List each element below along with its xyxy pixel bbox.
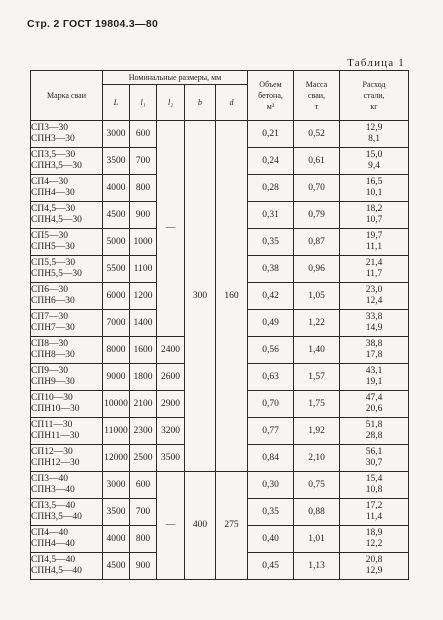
- steel-value: 17,8: [365, 350, 383, 360]
- concrete-volume: 0,35: [248, 229, 294, 256]
- steel-value: 15,4: [365, 474, 383, 484]
- length-l1: 2100: [130, 391, 157, 418]
- steel-consumption: [340, 445, 409, 472]
- pile-mark-line: СП7—30: [31, 312, 68, 322]
- steel-values: [340, 231, 408, 253]
- steel-value: 12,4: [365, 296, 383, 306]
- pile-mark: [31, 256, 103, 283]
- steel-consumption: [340, 148, 409, 175]
- pile-mass: 0,52: [294, 121, 340, 148]
- col-steel-header: Расход стали, кг: [340, 71, 409, 121]
- concrete-volume: 0,42: [248, 283, 294, 310]
- pile-mark-line: СП5—30: [31, 231, 68, 241]
- concrete-volume: 0,40: [248, 526, 294, 553]
- steel-value: 10,7: [365, 215, 383, 225]
- steel-values: [340, 501, 408, 523]
- steel-value: 17,2: [365, 501, 383, 511]
- pile-mass: 0,75: [294, 472, 340, 499]
- steel-value: 20,6: [365, 404, 383, 414]
- dims-group-header: Номинальные размеры, мм: [103, 71, 248, 85]
- length-l2: 2400: [157, 337, 185, 364]
- steel-value: 15,0: [365, 150, 383, 160]
- pile-mark: [31, 391, 103, 418]
- diameter-d: 160: [216, 121, 248, 472]
- length-L: 7000: [103, 310, 130, 337]
- steel-value: 11,1: [365, 242, 383, 252]
- length-l1: 800: [130, 526, 157, 553]
- table-caption: Таблица 1: [347, 57, 405, 69]
- steel-consumption: [340, 175, 409, 202]
- pile-mark-line: СП4—30: [31, 177, 68, 187]
- pile-mark-line: СПН9—30: [31, 377, 75, 387]
- steel-values: [340, 150, 408, 172]
- concrete-volume: 0,38: [248, 256, 294, 283]
- steel-value: 56,1: [365, 447, 383, 457]
- steel-value: 18,2: [365, 204, 383, 214]
- length-L: 3000: [103, 121, 130, 148]
- pile-mark-line: СПН10—30: [31, 404, 80, 414]
- steel-value: 38,8: [365, 339, 383, 349]
- pile-mark-line: СП10—30: [31, 393, 73, 403]
- length-L: 3500: [103, 148, 130, 175]
- pile-mark-line: СПН8—30: [31, 350, 75, 360]
- table-row: [31, 121, 409, 148]
- length-L: 3000: [103, 472, 130, 499]
- steel-values: [340, 528, 408, 550]
- steel-consumption: [340, 391, 409, 418]
- pile-mark: [31, 229, 103, 256]
- length-l2: 3500: [157, 445, 185, 472]
- col-l2-header: l₂: [157, 85, 185, 121]
- piles-table: [30, 70, 409, 580]
- steel-value: 18,9: [365, 528, 383, 538]
- page-header: Стр. 2 ГОСТ 19804.3—80: [27, 18, 159, 30]
- steel-values: [340, 177, 408, 199]
- pile-mark-line: СП4,5—40: [31, 555, 76, 565]
- steel-consumption: [340, 310, 409, 337]
- col-mark-header: Марка сваи: [31, 71, 103, 121]
- concrete-volume: 0,31: [248, 202, 294, 229]
- steel-value: 19,1: [365, 377, 383, 387]
- steel-value: 14,9: [365, 323, 383, 333]
- length-l2: 2900: [157, 391, 185, 418]
- steel-consumption: [340, 202, 409, 229]
- pile-mark-line: СП5,5—30: [31, 258, 76, 268]
- concrete-volume: 0,84: [248, 445, 294, 472]
- concrete-volume: 0,35: [248, 499, 294, 526]
- pile-mark-line: СП9—30: [31, 366, 68, 376]
- pile-mark: [31, 337, 103, 364]
- length-L: 4000: [103, 526, 130, 553]
- pile-mass: 0,61: [294, 148, 340, 175]
- steel-value: 33,8: [365, 312, 383, 322]
- pile-mark-line: СПН5—30: [31, 242, 75, 252]
- length-L: 4000: [103, 175, 130, 202]
- steel-values: [340, 258, 408, 280]
- concrete-volume: 0,49: [248, 310, 294, 337]
- steel-values: [340, 366, 408, 388]
- pile-mark: [31, 418, 103, 445]
- steel-consumption: [340, 256, 409, 283]
- concrete-volume: 0,21: [248, 121, 294, 148]
- concrete-volume: 0,77: [248, 418, 294, 445]
- pile-mark-line: СПН4—30: [31, 188, 75, 198]
- concrete-volume: 0,63: [248, 364, 294, 391]
- length-l1: 600: [130, 472, 157, 499]
- pile-mark: [31, 553, 103, 580]
- steel-value: 43,1: [365, 366, 383, 376]
- concrete-volume: 0,70: [248, 391, 294, 418]
- steel-value: 23,0: [365, 285, 383, 295]
- steel-value: 28,8: [365, 431, 383, 441]
- pile-mark-line: СПН6—30: [31, 296, 75, 306]
- steel-value: 21,4: [365, 258, 383, 268]
- pile-mass: 1,22: [294, 310, 340, 337]
- pile-mark: [31, 148, 103, 175]
- pile-mark-line: СПН5,5—30: [31, 269, 82, 279]
- steel-consumption: [340, 337, 409, 364]
- steel-value: 11,4: [365, 512, 383, 522]
- steel-values: [340, 204, 408, 226]
- width-b: 400: [185, 472, 216, 580]
- steel-value: 16,5: [365, 177, 383, 187]
- length-l1: 1000: [130, 229, 157, 256]
- length-L: 4500: [103, 202, 130, 229]
- length-l1: 900: [130, 202, 157, 229]
- steel-consumption: [340, 472, 409, 499]
- length-l1: 2300: [130, 418, 157, 445]
- pile-mass: 0,88: [294, 499, 340, 526]
- pile-mark-line: СП4,5—30: [31, 204, 76, 214]
- pile-mark: [31, 526, 103, 553]
- l2-dash: —: [157, 121, 185, 337]
- length-l1: 1800: [130, 364, 157, 391]
- length-L: 11000: [103, 418, 130, 445]
- length-L: 8000: [103, 337, 130, 364]
- steel-consumption: [340, 499, 409, 526]
- pile-mark-line: СПН3,5—30: [31, 161, 82, 171]
- steel-consumption: [340, 526, 409, 553]
- steel-values: [340, 393, 408, 415]
- pile-mark-line: СПН4—40: [31, 539, 75, 549]
- pile-mark: [31, 310, 103, 337]
- steel-value: 19,7: [365, 231, 383, 241]
- diameter-d: 275: [216, 472, 248, 580]
- pile-mark-line: СПН12—30: [31, 458, 80, 468]
- steel-values: [340, 123, 408, 145]
- steel-values: [340, 420, 408, 442]
- steel-value: 30,7: [365, 458, 383, 468]
- l2-dash: —: [157, 472, 185, 580]
- col-d-header: d: [216, 85, 248, 121]
- pile-mark-line: СП6—30: [31, 285, 68, 295]
- concrete-volume: 0,24: [248, 148, 294, 175]
- steel-consumption: [340, 283, 409, 310]
- col-l1-header: l₁: [130, 85, 157, 121]
- pile-mass: 0,96: [294, 256, 340, 283]
- concrete-volume: 0,30: [248, 472, 294, 499]
- pile-mark-line: СП3,5—30: [31, 150, 76, 160]
- pile-mass: 1,57: [294, 364, 340, 391]
- length-l1: 1100: [130, 256, 157, 283]
- length-l1: 700: [130, 148, 157, 175]
- pile-mark-line: СП3,5—40: [31, 501, 76, 511]
- length-L: 3500: [103, 499, 130, 526]
- steel-value: 47,4: [365, 393, 383, 403]
- steel-values: [340, 447, 408, 469]
- length-l2: 2600: [157, 364, 185, 391]
- steel-values: [340, 312, 408, 334]
- pile-mark-line: СП3—30: [31, 123, 68, 133]
- length-l2: 3200: [157, 418, 185, 445]
- steel-consumption: [340, 121, 409, 148]
- pile-mass: 2,10: [294, 445, 340, 472]
- pile-mark-line: СПН4,5—30: [31, 215, 82, 225]
- length-L: 9000: [103, 364, 130, 391]
- steel-consumption: [340, 418, 409, 445]
- pile-mark-line: СПН7—30: [31, 323, 75, 333]
- pile-mark: [31, 472, 103, 499]
- pile-mark-line: СПН3—30: [31, 134, 75, 144]
- pile-mass: 1,75: [294, 391, 340, 418]
- pile-mass: 1,05: [294, 283, 340, 310]
- steel-value: 10,8: [365, 485, 383, 495]
- length-l1: 1200: [130, 283, 157, 310]
- steel-value: 12,9: [365, 566, 383, 576]
- col-volume-header: Объем бетона, м³: [248, 71, 294, 121]
- width-b: 300: [185, 121, 216, 472]
- pile-mark: [31, 364, 103, 391]
- steel-value: 10,1: [365, 188, 383, 198]
- length-L: 6000: [103, 283, 130, 310]
- concrete-volume: 0,56: [248, 337, 294, 364]
- length-l1: 600: [130, 121, 157, 148]
- concrete-volume: 0,45: [248, 553, 294, 580]
- pile-mass: 0,87: [294, 229, 340, 256]
- table-row: [31, 472, 409, 499]
- steel-value: 20,8: [365, 555, 383, 565]
- pile-mark: [31, 283, 103, 310]
- col-L-header: L: [103, 85, 130, 121]
- steel-consumption: [340, 229, 409, 256]
- length-l1: 1400: [130, 310, 157, 337]
- pile-mark-line: СПН3,5—40: [31, 512, 82, 522]
- steel-consumption: [340, 364, 409, 391]
- steel-values: [340, 555, 408, 577]
- pile-mass: 1,92: [294, 418, 340, 445]
- steel-consumption: [340, 553, 409, 580]
- pile-mass: 1,40: [294, 337, 340, 364]
- concrete-volume: 0,28: [248, 175, 294, 202]
- pile-mark: [31, 202, 103, 229]
- pile-mark: [31, 121, 103, 148]
- length-l1: 900: [130, 553, 157, 580]
- length-L: 12000: [103, 445, 130, 472]
- pile-mass: 1,01: [294, 526, 340, 553]
- pile-mark-line: СП8—30: [31, 339, 68, 349]
- length-l1: 700: [130, 499, 157, 526]
- steel-values: [340, 285, 408, 307]
- steel-value: 12,9: [365, 123, 383, 133]
- length-l1: 1600: [130, 337, 157, 364]
- length-l1: 2500: [130, 445, 157, 472]
- pile-mark-line: СПН11—30: [31, 431, 80, 441]
- col-mass-header: Масса сваи, т: [294, 71, 340, 121]
- pile-mass: 0,70: [294, 175, 340, 202]
- length-l1: 800: [130, 175, 157, 202]
- pile-mark-line: СП11—30: [31, 420, 73, 430]
- steel-values: [340, 339, 408, 361]
- pile-mark: [31, 499, 103, 526]
- pile-mass: 1,13: [294, 553, 340, 580]
- pile-mark-line: СПН4,5—40: [31, 566, 82, 576]
- pile-mark-line: СП12—30: [31, 447, 73, 457]
- pile-mark: [31, 445, 103, 472]
- steel-values: [340, 474, 408, 496]
- steel-value: 11,7: [365, 269, 383, 279]
- steel-value: 8,1: [368, 134, 380, 144]
- pile-mass: 0,79: [294, 202, 340, 229]
- length-L: 10000: [103, 391, 130, 418]
- length-L: 5000: [103, 229, 130, 256]
- length-L: 4500: [103, 553, 130, 580]
- length-L: 5500: [103, 256, 130, 283]
- pile-mark: [31, 175, 103, 202]
- pile-mark-line: СПН3—40: [31, 485, 75, 495]
- steel-value: 51,8: [365, 420, 383, 430]
- steel-value: 9,4: [368, 161, 380, 171]
- steel-value: 12,2: [365, 539, 383, 549]
- col-b-header: b: [185, 85, 216, 121]
- pile-mark-line: СП3—40: [31, 474, 68, 484]
- pile-mark-line: СП4—40: [31, 528, 68, 538]
